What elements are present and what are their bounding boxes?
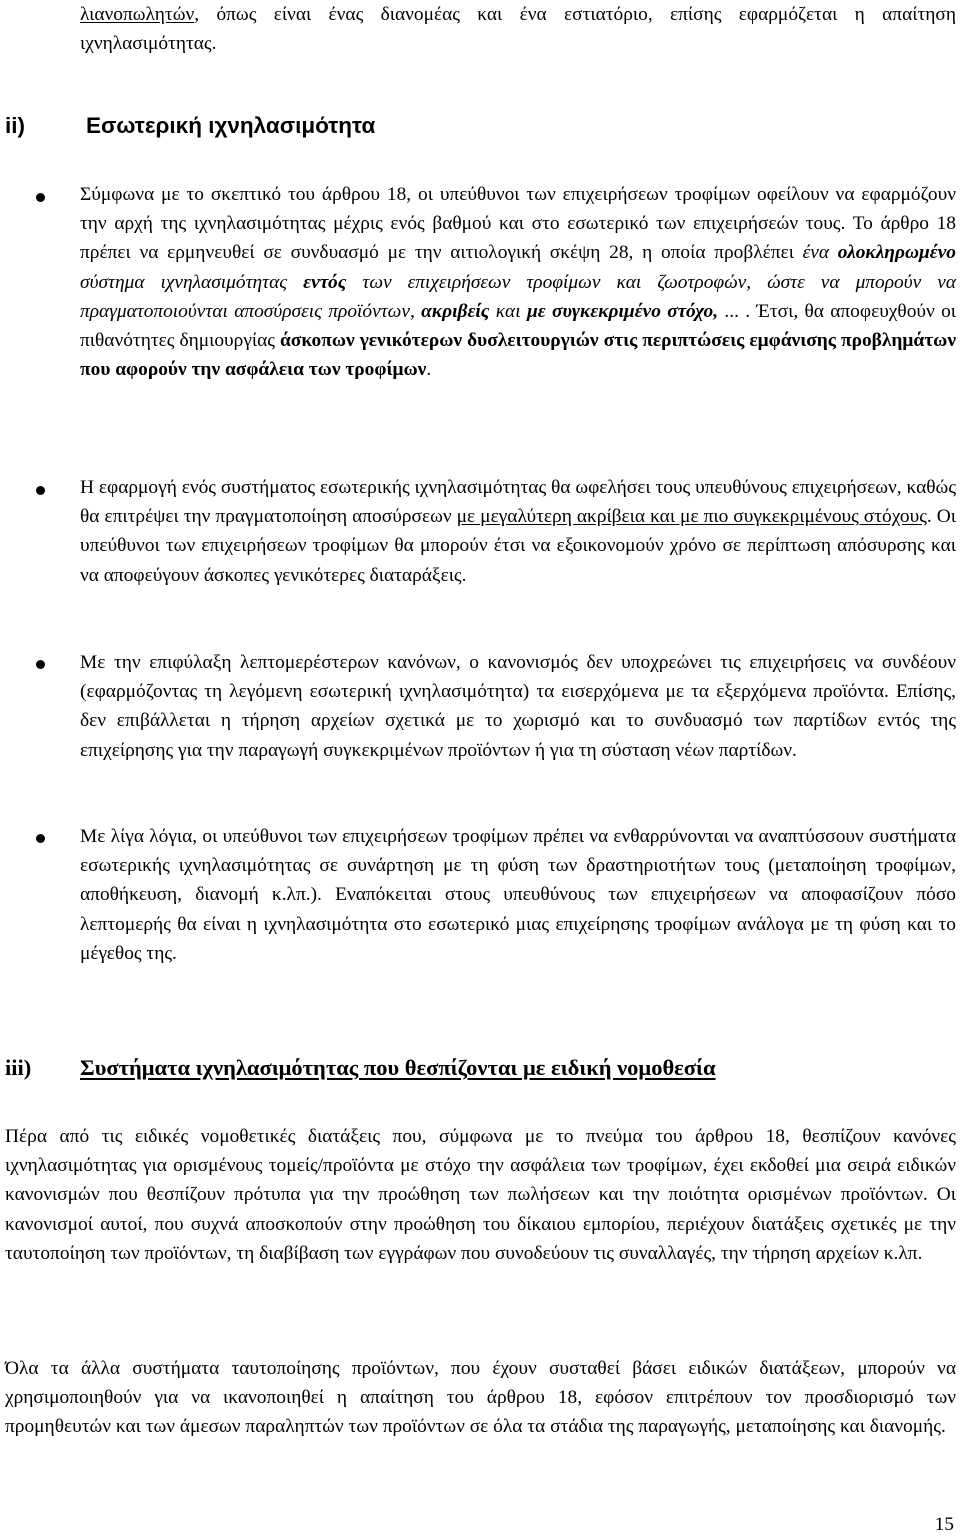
bold-italic-text: ολοκληρωμένο [837,242,956,264]
italic-text: ένα [802,242,838,264]
bullet-dot-icon [36,193,45,202]
italic-text: των επιχειρήσεων τροφίμων και ζωοτροφών, ώστε να μπορούν να πραγματοποιούνται αποσύρσεις προϊόντων, [80,271,957,322]
continuation-paragraph [80,0,956,58]
bullet-text: . Οι υπεύθυνοι των επιχειρήσεων τροφίμων θα μπορούν έτσι να εξοικονομούν χρόνο σε περίπτωση απόσυρσης και να αποφεύγουν άσκοπες γενικότερες διαταράξεις. [80,506,956,586]
continuation-text: , όπως είναι ένας διανομέας και ένα εστιατόριο, επίσης εφαρμόζεται η απαίτηση ιχνηλασιμότητας. [80,4,956,55]
bullet-text: ... . Έτσι, θα αποφευχθούν οι πιθανότητες δημιουργίας [80,300,956,352]
section-number: iii) [5,1055,32,1080]
bullet-item-4: Με λίγα λόγια, οι υπεύθυνοι των επιχειρήσεων τροφίμων πρέπει να ενθαρρύνονται να αναπτύσσουν συστήματα εσωτερικής ιχνηλασιμότητας σε συνάρτηση με τη φύση των δραστηριοτήτων τους (μεταποίηση τροφίμων, αποθήκευση, διανομή κ.λπ.). Εναπόκειται στους υπευθύνους των επιχειρήσεων να αποφασίζουν πόσο λεπτομερής θα είναι η ιχνηλασιμότητα στο εσωτερικό μιας επιχείρησης τροφίμων ανάλογα με τη φύση και το μέγεθος της. [80,826,956,964]
bullet-dot-icon [36,486,45,495]
italic-text: σύστημα ιχνηλασιμότητας [80,271,304,293]
page-number: 15 [934,1514,954,1535]
bullet-item-1 [80,180,956,384]
section-title: Συστήματα ιχνηλασιμότητας που θεσπίζονται με ειδική νομοθεσία [80,1055,716,1080]
bullet-text: Η εφαρμογή ενός συστήματος εσωτερικής ιχνηλασιμότητας θα ωφελήσει τους υπευθύνους επιχειρήσεων, καθώς θα επιτρέψει την πραγματοποίηση αποσύρσεων [80,477,956,528]
bullet-dot-icon [36,660,45,669]
bold-italic-text: εντός [303,271,347,293]
paragraph-1: Πέρα από τις ειδικές νομοθετικές διατάξεις που, σύμφωνα με το πνεύμα του άρθρου 18, θεσπίζουν κανόνες ιχνηλασιμότητας για ορισμένους τομείς/προϊόντα με στόχο την ασφάλεια των τροφίμων, έχει εκδοθεί μια σειρά ειδικών κανονισμών που θεσπίζουν πρότυπα για την προώθηση των πωλήσεων και την ποιότητα ορισμένων προϊόντων. Οι κανονισμοί αυτοί, που συχνά αποσκοπούν στην προώθηση του δίκαιου εμπορίου, περιέχουν διατάξεις σχετικές με την ταυτοποίηση των προϊόντων, τη διαβίβαση των εγγράφων που συνοδεύουν τις συναλλαγές, την τήρηση αρχείων κ.λπ. [5,1126,956,1264]
bold-italic-text: με συγκεκριμένο στόχο, [526,300,719,322]
section-title: Εσωτερική ιχνηλασιμότητα [86,113,376,138]
section-number: ii) [5,113,25,138]
italic-text: και [489,300,527,322]
bullet-item-2 [80,473,956,590]
bullet-dot-icon [36,834,45,843]
paragraph-2: Όλα τα άλλα συστήματα ταυτοποίησης προϊόντων, που έχουν συσταθεί βάσει ειδικών διατάξεων, μπορούν να χρησιμοποιηθούν για να ικανοποιηθεί η απαίτηση του άρθρου 18, εφόσον επιτρέπουν τον προσδιορισμό των προμηθευτών και των άμεσων παραληπτών των προϊόντων σε όλα τα στάδια της παραγωγής, μεταποίησης και διανομής. [5,1358,956,1438]
bullet-text: . [426,359,432,381]
bullet-text: Σύμφωνα με το σκεπτικό του άρθρου 18, οι υπεύθυνοι των επιχειρήσεων τροφίμων οφείλουν να εφαρμόζουν την αρχή της ιχνηλασιμότητας μέχρις ενός βαθμού και στο εσωτερικό των επιχειρήσεών τους. Το άρθρο 18 πρέπει να ερμηνευθεί σε συνδυασμό με την αιτιολογική σκέψη 28, η οποία προβλέπει [80,184,956,264]
bold-text: άσκοπων γενικότερων δυσλειτουργιών στις περιπτώσεις εμφάνισης προβλημάτων που αφορούν την ασφάλεια των τροφίμων [80,330,956,381]
underlined-text: με μεγαλύτερη ακρίβεια και με πιο συγκεκριμένους στόχους [456,506,927,528]
underlined-term: λιανοπωλητών [80,4,195,25]
bold-italic-text: ακριβείς [421,300,490,322]
bullet-item-3: Με την επιφύλαξη λεπτομερέστερων κανόνων, ο κανονισμός δεν υποχρεώνει τις επιχειρήσεις να συνδέουν (εφαρμόζοντας τη λεγόμενη εσωτερική ιχνηλασιμότητα) τα εισερχόμενα με τα εξερχόμενα προϊόντα. Επίσης, δεν επιβάλλεται η τήρηση αρχείων σχετικά με το χωρισμό και το συνδυασμό των παρτίδων εντός της επιχείρησης για την παραγωγή συγκεκριμένων προϊόντων ή για τη σύσταση νέων παρτίδων. [80,652,956,761]
